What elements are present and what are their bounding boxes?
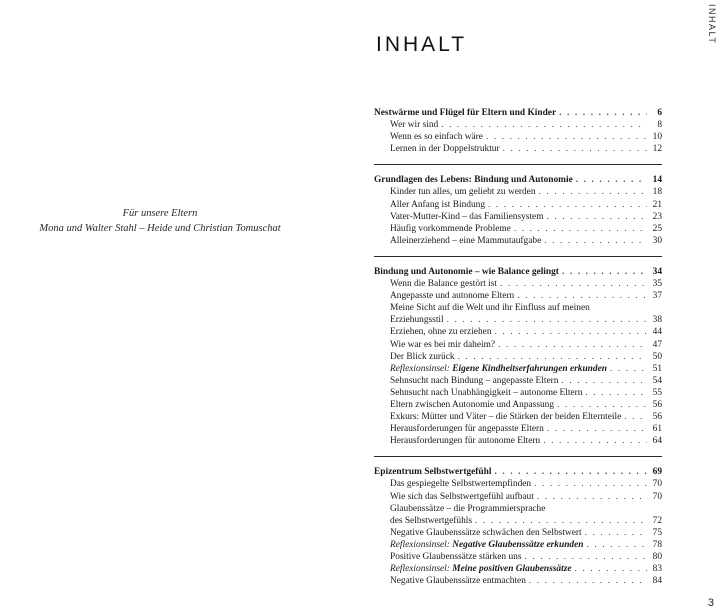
entry-prefix: Reflexionsinsel: [390,564,450,575]
leader-dots [529,575,647,587]
leader-dots [585,387,647,399]
entry-title-text: Vater-Mutter-Kind – das Familiensystem [390,211,544,222]
page-ref: 56 [652,412,662,423]
entry-title [390,351,455,363]
leader-dots [488,199,647,211]
entry-title [390,211,544,223]
leader-dots [539,186,647,198]
entry-title-text: Alleinerziehend – eine Mammutaufgabe [390,235,542,246]
page-ref: 18 [652,187,662,198]
entry-title [390,278,497,290]
entry-title-text: Aller Anfang ist Bindung [390,199,486,210]
entry-title-text: Erziehungsstil [390,315,444,326]
leader-dots [494,466,647,478]
leader-dots [500,278,647,290]
toc-entry[interactable] [374,411,662,423]
entry-title [390,478,531,490]
leader-dots [503,143,647,155]
entry-title-text: Erziehen, ohne zu erziehen [390,327,492,338]
leader-dots [495,326,647,338]
toc-entry[interactable] [374,575,662,587]
toc-entry[interactable] [374,551,662,563]
toc-entry[interactable] [374,539,662,551]
toc-entry[interactable] [374,527,662,539]
entry-title-text: Sehnsucht nach Bindung – angepasste Eltern [390,375,559,386]
entry-title-text: Herausforderungen für angepasste Eltern [390,424,544,435]
entry-title [390,223,511,235]
toc-chapter-entry[interactable] [374,107,662,119]
page-ref: 10 [652,132,662,143]
entry-title [390,290,514,302]
page-ref: 56 [652,399,662,410]
leader-dots [441,119,647,131]
entry-prefix: Reflexionsinsel: [390,363,450,374]
entry-title [390,131,483,143]
entry-title [390,199,485,211]
page-ref: 47 [652,339,662,350]
entry-title [390,186,536,198]
page-ref: 64 [652,436,662,447]
leader-dots [576,174,647,186]
entry-title-text: Wer wir sind [390,120,439,131]
page-ref: 83 [652,564,662,575]
entry-title [390,563,572,575]
page-ref: 51 [652,363,662,374]
page-ref: 70 [652,479,662,490]
toc-entry[interactable] [374,563,662,575]
page-ref: 44 [652,327,662,338]
leader-dots [537,491,647,503]
leader-dots [586,539,647,551]
page-ref: 23 [652,211,662,222]
page-number: 3 [707,597,714,609]
toc-entry[interactable] [374,375,662,387]
page-ref: 21 [652,199,662,210]
toc-entry[interactable] [374,491,662,503]
page-title: INHALT [376,33,468,56]
page-ref: 8 [657,120,662,131]
page-ref: 34 [652,266,662,277]
page-ref: 37 [652,291,662,302]
leader-dots [585,527,647,539]
leader-dots [517,290,647,302]
entry-title [390,387,582,399]
page-ref: 75 [652,527,662,538]
entry-title [390,527,582,539]
entry-title-text: Häufig vorkommende Probleme [390,223,511,234]
page-ref: 54 [652,375,662,386]
entry-title-text: Meine Sicht auf die Welt und ihr Einfluss auf meinen [390,303,590,314]
toc-entry[interactable] [374,186,662,198]
entry-title-text: Negative Glaubenssätze erkunden [452,539,584,550]
page-ref: 72 [652,515,662,526]
chapter-title: Nestwärme und Flügel für Eltern und Kinder [374,108,557,118]
toc-entry[interactable] [374,339,662,351]
toc-entry[interactable] [374,223,662,235]
entry-title-text: des Selbstwertgefühls [390,515,473,526]
chapter-title: Grundlagen des Lebens: Bindung und Autonomie [374,175,573,186]
leader-dots [561,375,647,387]
dedication-line: Mona und Walter Stahl – Heide und Christian Tomuschat [39,223,281,234]
page-ref: 50 [652,351,662,362]
entry-title [390,339,495,351]
entry-title [390,423,544,435]
entry-title [390,551,521,563]
page-ref: 38 [652,315,662,326]
toc-entry[interactable] [374,503,662,515]
entry-title-text: Das gespiegelte Selbstwertempfinden [390,479,532,490]
entry-title-text: Eigene Kindheitserfahrungen erkunden [452,363,607,374]
entry-title-text: Wie war es bei mir daheim? [390,339,496,350]
toc-section [374,456,662,587]
running-header: INHALT [707,4,717,45]
entry-title-text: Negative Glaubenssätze entmachten [390,576,526,587]
entry-title [390,375,558,387]
page-ref: 6 [657,108,662,118]
leader-dots [498,339,647,351]
page-ref: 80 [652,552,662,562]
page-ref: 55 [652,387,662,398]
entry-title-text: Der Blick zurück [390,351,455,362]
toc-section [374,164,662,247]
entry-title [390,143,500,155]
leader-dots [534,478,647,490]
dedication-line: Für unsere Eltern [122,208,198,219]
table-of-contents [374,107,662,587]
page-ref: 78 [652,539,662,550]
entry-title [390,326,492,338]
entry-title-text: Sehnsucht nach Unabhängigkeit – autonome Eltern [390,387,583,398]
entry-title [390,435,540,447]
leader-dots [458,351,647,363]
page-ref: 30 [652,235,662,246]
toc-entry[interactable] [374,143,662,155]
entry-title-text: Glaubenssätze – die Programmiersprache [390,503,546,514]
leader-dots [575,563,647,575]
entry-title-text: Meine positiven Glaubenssätze [452,564,572,575]
leader-dots [559,107,647,119]
entry-title [390,503,545,515]
page-ref: 12 [652,144,662,155]
leader-dots [543,435,647,447]
toc-entry[interactable] [374,119,662,131]
toc-section [374,256,662,447]
entry-title-text: Wenn die Balance gestört ist [390,279,498,290]
toc-chapter-entry[interactable] [374,266,662,278]
entry-title [390,411,621,423]
toc-entry[interactable] [374,290,662,302]
entry-title-text: Negative Glaubenssätze schwächen den Selbstwert [390,527,582,538]
page-ref: 35 [652,279,662,290]
page-ref: 61 [652,424,662,435]
entry-title [390,515,472,527]
toc-entry[interactable] [374,278,662,290]
entry-title-text: Kinder tun alles, um geliebt zu werden [390,187,536,198]
toc-entry[interactable] [374,363,662,375]
toc-entry[interactable] [374,199,662,211]
leader-dots [547,423,647,435]
toc-entry[interactable] [374,435,662,447]
leader-dots [447,314,647,326]
page-ref: 69 [652,467,662,478]
leader-dots [557,399,647,411]
entry-title-text: Lernen in der Doppelstruktur [390,144,500,155]
leader-dots [486,131,647,143]
toc-entry[interactable] [374,351,662,363]
entry-title-text: Wenn es so einfach wäre [390,132,483,143]
page-ref: 70 [652,491,662,502]
entry-title-text: Eltern zwischen Autonomie und Anpassung [390,399,555,410]
page-ref: 25 [652,223,662,234]
toc-entry[interactable] [374,423,662,435]
leader-dots [475,515,647,527]
entry-title [390,235,541,247]
entry-title [390,363,607,375]
toc-entry[interactable] [374,399,662,411]
toc-section [374,107,662,155]
leader-dots [624,411,647,423]
entry-title [390,491,534,503]
chapter-title: Bindung und Autonomie – wie Balance gelingt [374,266,559,277]
toc-entry[interactable] [374,302,662,314]
entry-title [390,314,444,326]
entry-title [390,399,554,411]
toc-chapter-entry[interactable] [374,466,662,478]
toc-entry[interactable] [374,326,662,338]
leader-dots [610,363,647,375]
dedication [0,206,320,236]
leader-dots [544,235,647,247]
leader-dots [524,551,647,563]
toc-entry[interactable] [374,131,662,143]
entry-title [390,539,583,551]
entry-title-text: Positive Glaubenssätze stärken uns [390,552,522,562]
leader-dots [547,211,648,223]
toc-entry[interactable] [374,211,662,223]
leader-dots [562,266,647,278]
entry-prefix: Reflexionsinsel: [390,539,450,550]
toc-chapter-entry[interactable] [374,174,662,186]
page-ref: 84 [652,576,662,587]
entry-title-text: Angepasste und autonome Eltern [390,291,515,302]
toc-entry[interactable] [374,235,662,247]
entry-title [390,302,590,314]
entry-title [390,119,438,131]
entry-title [390,575,526,587]
page-ref: 14 [652,175,662,186]
entry-title-text: Wie sich das Selbstwertgefühl aufbaut [390,491,534,502]
entry-title-text: Herausforderungen für autonome Eltern [390,436,541,447]
chapter-title: Epizentrum Selbstwertgefühl [374,467,492,478]
toc-entry[interactable] [374,478,662,490]
entry-title-text: Exkurs: Mütter und Väter – die Stärken der beiden Elternteile [390,412,622,423]
toc-entry[interactable] [374,515,662,527]
toc-entry[interactable] [374,387,662,399]
toc-entry[interactable] [374,314,662,326]
leader-dots [514,223,647,235]
